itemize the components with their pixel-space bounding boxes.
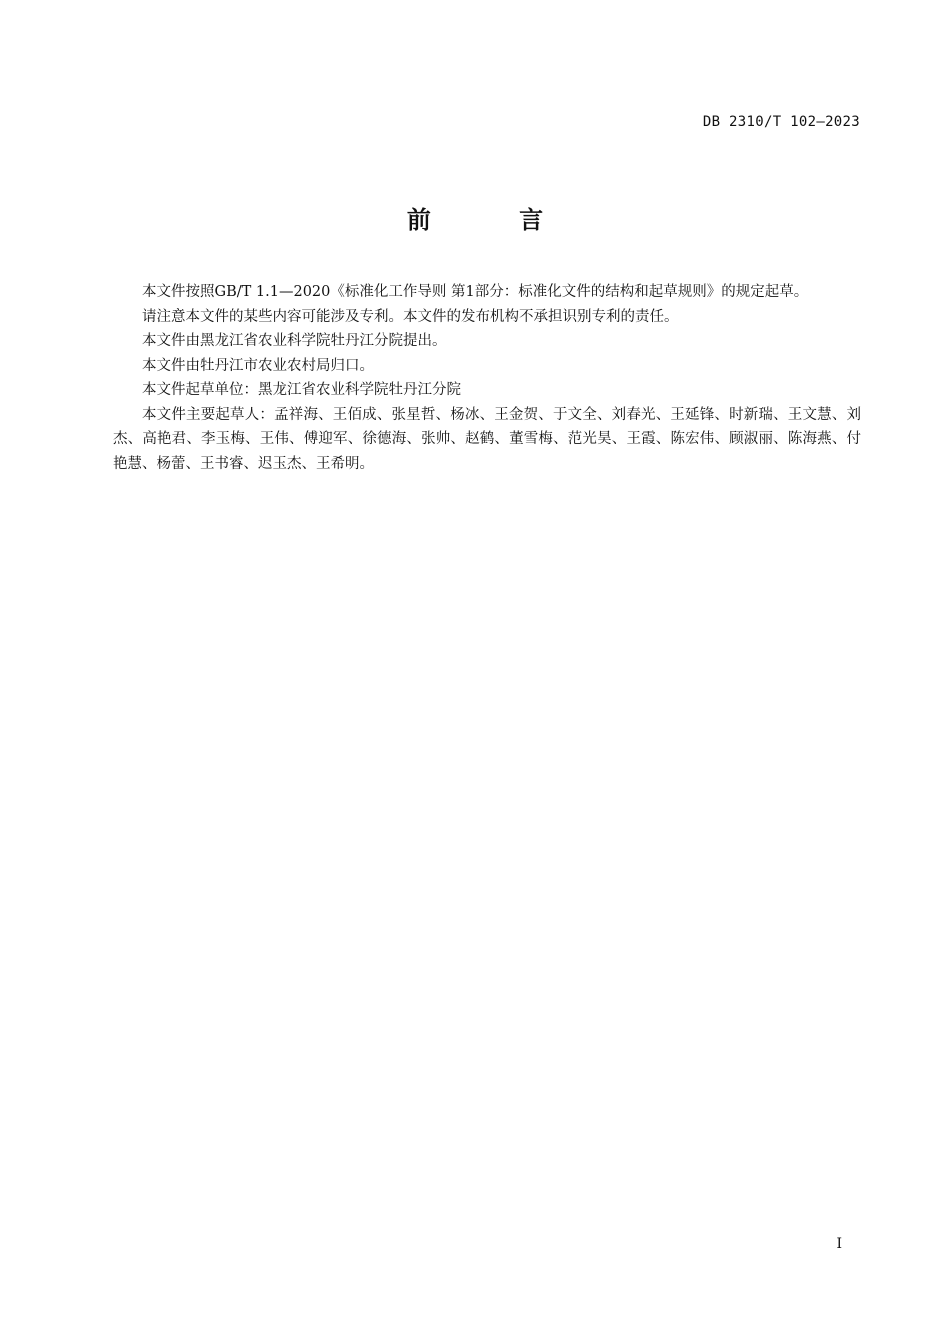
paragraph-proposer: 本文件由黑龙江省农业科学院牡丹江分院提出。 [142, 333, 447, 349]
foreword-body [113, 280, 861, 476]
page-number: I [836, 1236, 842, 1252]
paragraph-drafters: 本文件主要起草人：孟祥海、王佰成、张星哲、杨冰、王金贺、于文全、刘春光、王延锋、时新瑞、王文慧、刘杰、高艳君、李玉梅、王伟、傅迎军、徐德海、张帅、赵鹤、董雪梅、范光昊、王霞、陈宏伟、顾淑丽、陈海燕、付艳慧、杨蕾、王书睿、迟玉杰、王希明。 [113, 406, 861, 472]
page-title: 前 言 [406, 206, 584, 234]
paragraph-administrator: 本文件由牡丹江市农业农村局归口。 [142, 357, 374, 374]
document-code: DB 2310/T 102—2023 [702, 114, 860, 130]
paragraph-standard-basis: 本文件按照GB/T 1.1—2020《标准化工作导则 第1部分：标准化文件的结构和起草规则》的规定起草。 [142, 284, 809, 300]
paragraph-drafting-unit: 本文件起草单位：黑龙江省农业科学院牡丹江分院 [142, 382, 461, 398]
paragraph-patent-notice: 请注意本文件的某些内容可能涉及专利。本文件的发布机构不承担识别专利的责任。 [142, 308, 679, 325]
